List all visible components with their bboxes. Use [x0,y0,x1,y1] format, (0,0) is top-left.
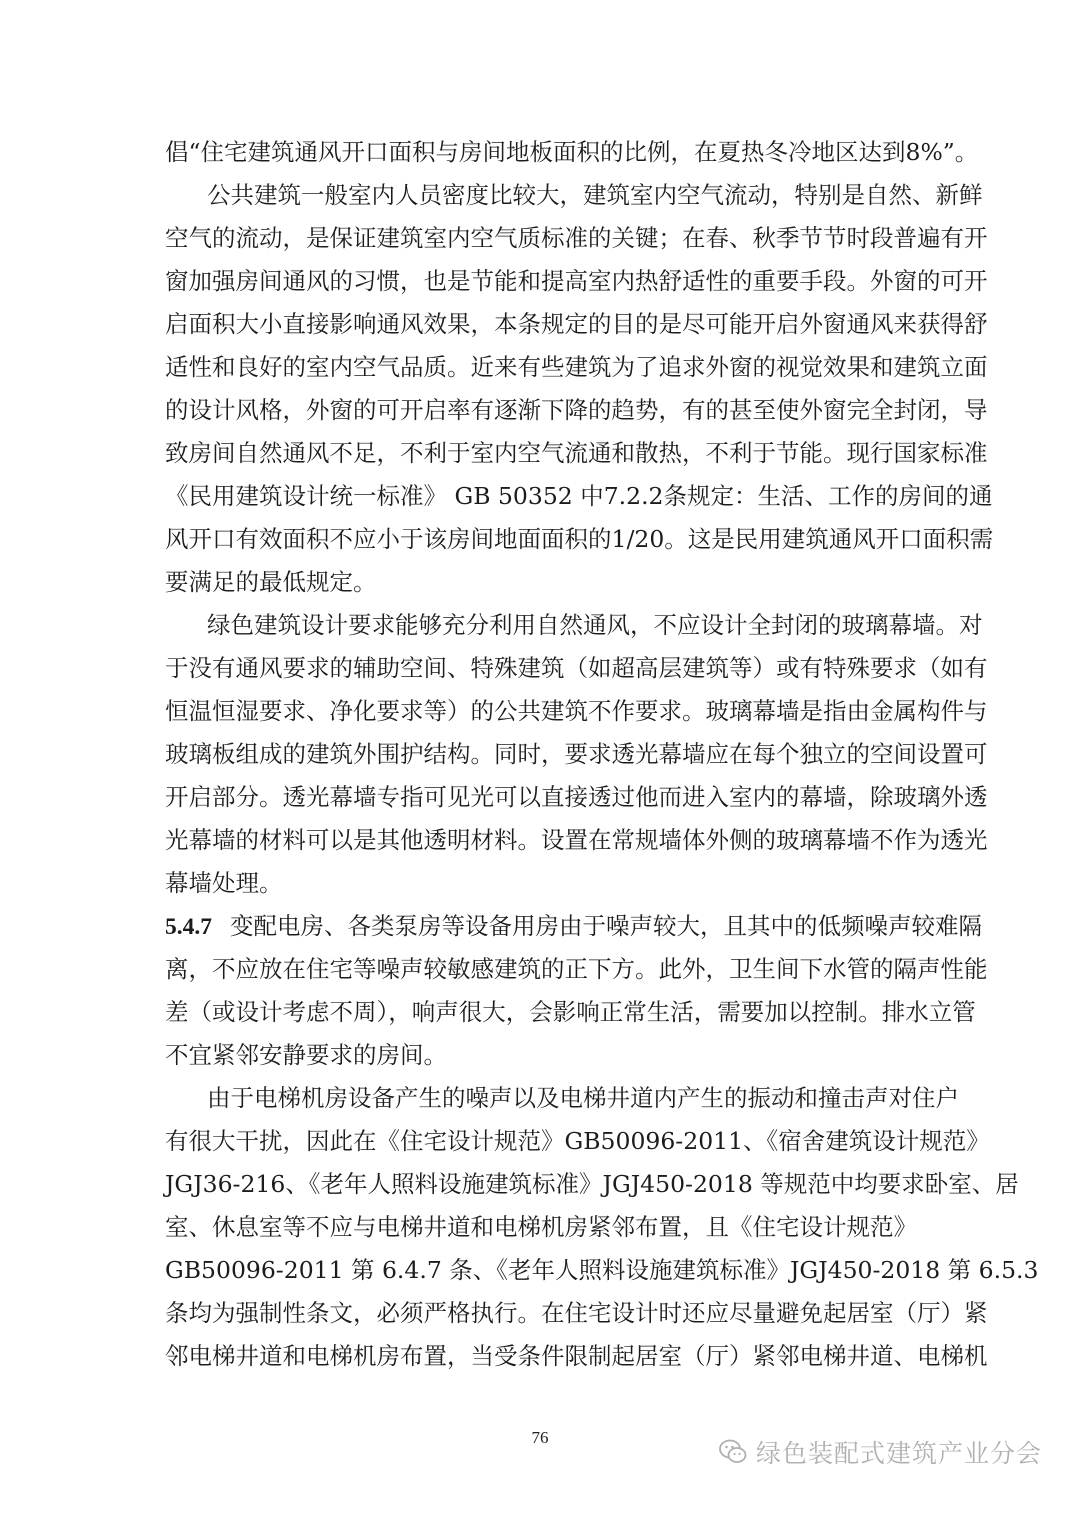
text-line: 绿色建筑设计要求能够充分利用自然通风，不应设计全封闭的玻璃幕墙。对 [207,611,983,639]
watermark [718,1432,1042,1472]
text-line: GB50096-2011 第 6.4.7 条、《老年人照料设施建筑标准》JGJ450-2018 第 6.5.3 [165,1256,1039,1284]
text-line: 致房间自然通风不足，不利于室内空气流通和散热，不利于节能。现行国家标准 [165,439,988,467]
text-line: 开启部分。透光幕墙专指可见光可以直接透过他而进入室内的幕墙，除玻璃外透 [165,783,988,811]
text-line: 幕墙处理。 [165,869,283,897]
text-line: 室、休息室等不应与电梯井道和电梯机房紧邻布置，且《住宅设计规范》 [165,1213,917,1241]
text-line: JGJ36-216、《老年人照料设施建筑标准》JGJ450-2018 等规范中均要求卧室、居 [165,1170,1019,1198]
text-line: 要满足的最低规定。 [165,568,377,596]
text-line: 条均为强制性条文，必须严格执行。在住宅设计时还应尽量避免起居室（厅）紧 [165,1299,988,1327]
text-line: 的设计风格，外窗的可开启率有逐渐下降的趋势，有的甚至使外窗完全封闭，导 [165,396,988,424]
text-line: 差（或设计考虑不周），响声很大，会影响正常生活，需要加以控制。排水立管 [165,998,976,1026]
text-line: 倡“住宅建筑通风开口面积与房间地板面积的比例，在夏热冬冷地区达到8%”。 [165,138,979,166]
text-line: 邻电梯井道和电梯机房布置，当受条件限制起居室（厅）紧邻电梯井道、电梯机 [165,1342,988,1370]
text-line: 由于电梯机房设备产生的噪声以及电梯井道内产生的振动和撞击声对住户 [207,1084,959,1112]
text-line: 启面积大小直接影响通风效果，本条规定的目的是尽可能开启外窗通风来获得舒 [165,310,988,338]
text-line: 离，不应放在住宅等噪声较敏感建筑的正下方。此外，卫生间下水管的隔声性能 [165,955,988,983]
text-line: 于没有通风要求的辅助空间、特殊建筑（如超高层建筑等）或有特殊要求（如有 [165,654,988,682]
wechat-icon [718,1437,748,1467]
text-line: 适性和良好的室内空气品质。近来有些建筑为了追求外窗的视觉效果和建筑立面 [165,353,988,381]
text-line: 不宜紧邻安静要求的房间。 [165,1041,447,1069]
text-line: 窗加强房间通风的习惯，也是节能和提高室内热舒适性的重要手段。外窗的可开 [165,267,988,295]
text-line: 风开口有效面积不应小于该房间地面面积的1/20。这是民用建筑通风开口面积需 [165,525,994,553]
text-line: 公共建筑一般室内人员密度比较大，建筑室内空气流动，特别是自然、新鲜 [207,181,983,209]
text-line: 《民用建筑设计统一标准》 GB 50352 中7.2.2条规定：生活、工作的房间的通 [165,482,993,510]
text-line: 玻璃板组成的建筑外围护结构。同时，要求透光幕墙应在每个独立的空间设置可 [165,740,988,768]
text-line: 有很大干扰，因此在《住宅设计规范》GB50096-2011、《宿舍建筑设计规范》 [165,1127,990,1155]
section-line [165,909,982,943]
text-line: 恒温恒湿要求、净化要求等）的公共建筑不作要求。玻璃幕墙是指由金属构件与 [165,697,988,725]
section-number: 5.4.7 [165,914,212,940]
page-number: 76 [531,1428,549,1447]
text-line: 光幕墙的材料可以是其他透明材料。设置在常规墙体外侧的玻璃幕墙不作为透光 [165,826,988,854]
watermark-text: 绿色装配式建筑产业分会 [755,1439,1042,1468]
text-line: 空气的流动，是保证建筑室内空气质标准的关键；在春、秋季节节时段普遍有开 [165,224,988,252]
section-text: 变配电房、各类泵房等设备用房由于噪声较大，且其中的低频噪声较难隔 [230,912,982,940]
